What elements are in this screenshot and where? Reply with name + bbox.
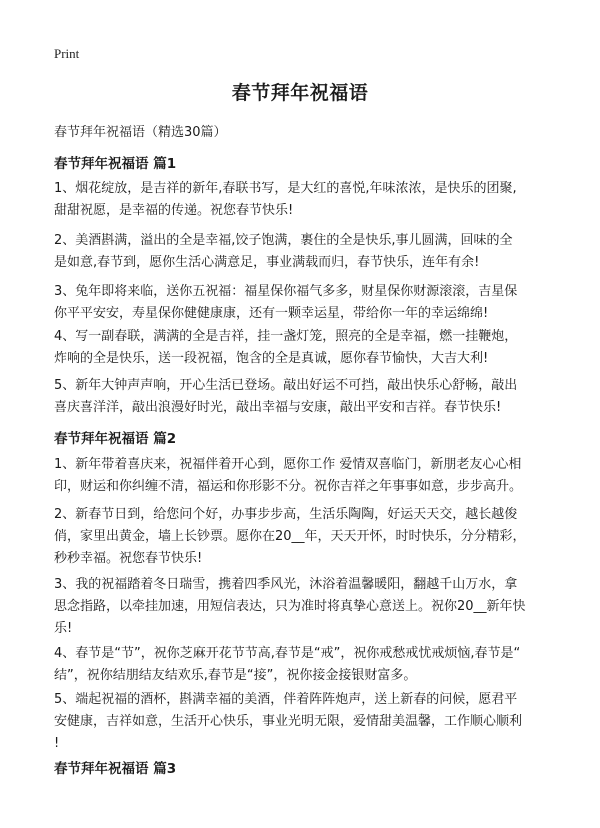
paragraph xyxy=(54,643,550,687)
paragraph xyxy=(54,326,550,370)
paragraph xyxy=(54,454,550,498)
paragraph-line: 4、写一副春联，满满的全是吉祥，挂一盏灯笼，照亮的全是幸福，燃一挂鞭炮， xyxy=(54,329,518,344)
paragraph xyxy=(54,689,550,755)
paragraph xyxy=(54,230,550,274)
paragraph-line: 2、美酒斟满，溢出的全是幸福,饺子饱满，裹住的全是快乐,事儿圆满，回味的全 xyxy=(54,233,513,248)
paragraph-line: 甜甜祝愿，是幸福的传递。祝您春节快乐! xyxy=(54,203,294,218)
paragraph-line: 1、烟花绽放，是吉祥的新年,春联书写，是大红的喜悦,年味浓浓，是快乐的团聚, xyxy=(54,181,517,196)
paragraph-line: 5、端起祝福的酒杯，斟满幸福的美酒，伴着阵阵炮声，送上新春的问候，愿君平 xyxy=(54,692,518,707)
paragraph-line: 2、新春节日到，给您问个好，办事步步高，生活乐陶陶，好运天天交，越长越俊 xyxy=(54,507,518,522)
paragraph-line: 印，财运和你纠缠不清，福运和你形影不分。祝你吉祥之年事事如意，步步高升。 xyxy=(54,479,523,494)
paragraph-line: 结”，祝你结朋结友结欢乐,春节是“接”，祝你接金接银财富多。 xyxy=(54,668,417,683)
paragraph-line: 你平平安安，寿星保你健健康康，还有一颗幸运星，带给你一年的幸运绵绵! xyxy=(54,306,489,321)
paragraph-line: ! xyxy=(54,736,60,751)
section-heading: 春节拜年祝福语 篇1 xyxy=(54,156,177,172)
paragraph-line: 5、新年大钟声声响，开心生活已登场。敲出好运不可挡，敲出快乐心舒畅，敲出 xyxy=(54,378,518,393)
paragraph-line: 1、新年带着喜庆来，祝福伴着开心到，愿你工作 爱情双喜临门，新朋老友心心相 xyxy=(54,457,522,472)
section-heading: 春节拜年祝福语 篇2 xyxy=(54,431,177,447)
paragraph xyxy=(54,375,550,419)
document-subtitle: 春节拜年祝福语（精选30篇） xyxy=(54,125,227,140)
paragraph xyxy=(54,178,550,222)
paragraph-line: 3、兔年即将来临，送你五祝福：福星保你福气多多，财星保你财源滚滚，吉星保 xyxy=(54,284,518,299)
section-heading: 春节拜年祝福语 篇3 xyxy=(54,761,177,777)
paragraph xyxy=(54,574,550,640)
page-title: 春节拜年祝福语 xyxy=(231,82,369,104)
paragraph-line: 炸响的全是快乐，送一段祝福，饱含的全是真诚，愿你春节愉快，大吉大利! xyxy=(54,351,489,366)
paragraph-line: 3、我的祝福踏着冬日瑞雪，携着四季风光，沐浴着温馨暖阳，翻越千山万水，拿 xyxy=(54,577,518,592)
print-link[interactable]: Print xyxy=(54,46,80,61)
paragraph xyxy=(54,281,550,325)
paragraph-line: 安健康，吉祥如意，生活开心快乐，事业光明无限，爱情甜美温馨，工作顺心顺利 xyxy=(54,714,523,729)
paragraph xyxy=(54,504,550,570)
paragraph-line: 俏，家里出黄金，墙上长钞票。愿你在20__年，天天开怀，时时快乐，分分精彩， xyxy=(54,529,526,544)
paragraph-line: 是如意,春节到，愿你生活心满意足，事业满载而归，春节快乐，连年有余! xyxy=(54,255,480,270)
paragraph-line: 秒秒幸福。祝您春节快乐! xyxy=(54,551,203,566)
paragraph-line: 4、春节是“节”，祝你芝麻开花节节高,春节是“戒”，祝你戒愁戒忧戒烦恼,春节是“ xyxy=(54,646,521,661)
paragraph-line: 思念指路，以牵挂加速，用短信表达，只为准时将真挚心意送上。祝你20__新年快 xyxy=(54,599,526,614)
paragraph-line: 乐! xyxy=(54,621,73,636)
paragraph-line: 喜庆喜洋洋，敲出浪漫好时光，敲出幸福与安康，敲出平安和吉祥。春节快乐! xyxy=(54,400,502,415)
